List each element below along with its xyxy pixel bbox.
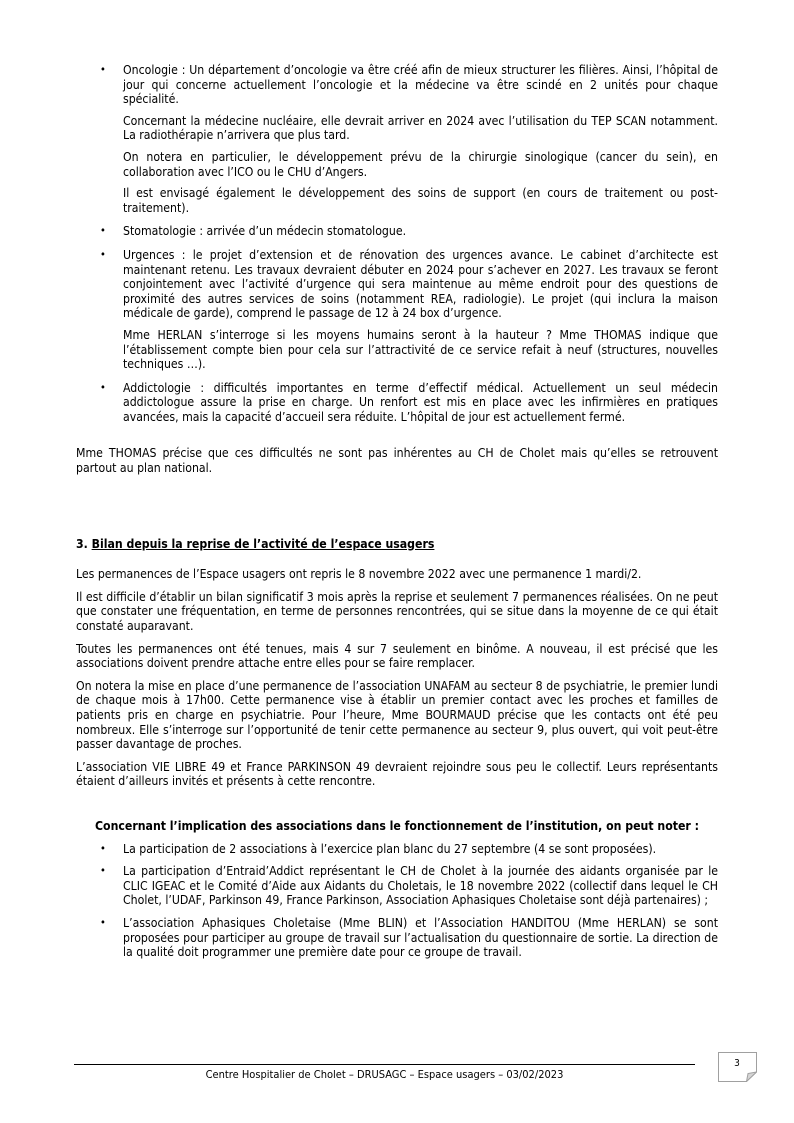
department-list <box>76 63 718 424</box>
bullet-icon: • <box>100 224 106 238</box>
paragraph: Il est difficile d’établir un bilan significatif 3 mois après la reprise et seulement 7 permanences réalisées. On ne peut que constater une fréquentation, en terme de personnes rencontrées, qui se situe dans la moyenne de ce qui était constaté auparavant. <box>76 589 718 634</box>
bullet-icon: • <box>100 864 106 878</box>
list-item <box>76 864 718 908</box>
paragraph: On notera la mise en place d’une permanence de l’association UNAFAM au secteur 8 de psychiatrie, le premier lundi de chaque mois à 17h00. Cette permanence vise à établir un premier contact avec les proches et familles de patients pris en charge en psychiatrie. Pour l’heure, Mme BOURMAUD précise que les contacts ont été peu nombreux. Elle s’interroge sur l’opportunité de tenir cette permanence au secteur 9, plus ouvert, qui voit peut-être passer davantage de proches. <box>76 678 718 752</box>
list-item-oncologie <box>76 63 718 215</box>
bullet-icon: • <box>100 63 106 76</box>
footer-divider <box>74 1064 695 1065</box>
paragraph: Les permanences de l’Espace usagers ont repris le 8 novembre 2022 avec une permanence 1 mardi/2. <box>76 567 642 582</box>
paragraph: Oncologie : Un département d’oncologie va être créé afin de mieux structurer les filières. Ainsi, l’hôpital de jour qui concerne actuellement l’oncologie et la médecine va être scindé en 2 unités pour chaque spécialité. <box>123 63 718 107</box>
page-number-box <box>718 1052 756 1081</box>
involvement-list <box>76 842 718 960</box>
list-item <box>76 916 718 960</box>
paragraph: Toutes les permanences ont été tenues, mais 4 sur 7 seulement en binôme. A nouveau, il est précisé que les associations doivent prendre attache entre elles pour se faire remplacer. <box>76 641 718 671</box>
section-3 <box>76 537 718 960</box>
list-item-addictologie <box>76 381 718 425</box>
list-item-stomatologie <box>76 224 718 239</box>
paragraph: Urgences : le projet d’extension et de rénovation des urgences avance. Le cabinet d’architecte est maintenant retenu. Les travaux devraient débuter en 2024 pour s’achever en 2027. Les travaux se feront conjointement avec l’activité d’urgence qui sera maintenue au même endroit pour des questions de proximité des autres services de soins (notamment REA, radiologie). Le projet (qui inclura la maison médicale de garde), comprend le passage de 12 à 24 box d’urgence. <box>123 247 718 321</box>
page-number: 3 <box>734 1058 740 1069</box>
paragraph: L’association VIE LIBRE 49 et France PARKINSON 49 devraient rejoindre sous peu le collectif. Leurs représentants étaient d’ailleurs invités et présents à cette rencontre. <box>76 759 718 789</box>
page-content <box>76 63 718 967</box>
list-item-urgences <box>76 248 718 372</box>
footer-text: Centre Hospitalier de Cholet – DRUSAGC – Espace usagers – 03/02/2023 <box>205 1068 564 1081</box>
bullet-icon: • <box>100 247 106 261</box>
bullet-icon: • <box>100 380 106 394</box>
paragraph: Stomatologie : arrivée d’un médecin stomatologue. <box>123 224 407 239</box>
subheading: Concernant l’implication des associations dans le fonctionnement de l’institution, on peut noter : <box>95 818 700 833</box>
section-title: Bilan depuis la reprise de l’activité de l’espace usagers <box>91 536 435 551</box>
thomas-note: Mme THOMAS précise que ces difficultés ne sont pas inhérentes au CH de Cholet mais qu’elles se retrouvent partout au plan national. <box>76 446 718 476</box>
paragraph: Il est envisagé également le développement des soins de support (en cours de traitement ou post-traitement). <box>123 186 718 215</box>
paragraph: Addictologie : difficultés importantes en terme d’effectif médical. Actuellement un seul médecin addictologue assure la prise en charge. Un renfort est mis en place avec les infirmières en pratiques avancées, mais la capacité d’accueil sera réduite. L’hôpital de jour est actuellement fermé. <box>123 380 718 424</box>
bullet-icon: • <box>100 841 106 855</box>
section-heading <box>76 537 718 552</box>
bullet-icon: • <box>100 915 106 929</box>
paragraph: L’association Aphasiques Choletaise (Mme BLIN) et l’Association HANDITOU (Mme HERLAN) se sont proposées pour participer au groupe de travail sur l’actualisation du questionnaire de sortie. La direction de la qualité doit programmer une première date pour ce groupe de travail. <box>123 915 718 960</box>
paragraph: La participation d’Entraid’Addict représentant le CH de Cholet à la journée des aidants organisée par le CLIC IGEAC et le Comité d’Aide aux Aidants du Choletais, le 18 novembre 2022 (collectif dans lequel le CH Cholet, l’UDAF, Parkinson 49, France Parkinson, Association Aphasiques Choletaise sont déjà partenaires) ; <box>123 864 718 908</box>
list-item <box>76 842 718 857</box>
paragraph: On notera en particulier, le développement prévu de la chirurgie sinologique (cancer du sein), en collaboration avec l’ICO ou le CHU d’Angers. <box>123 149 718 179</box>
paragraph: Concernant la médecine nucléaire, elle devrait arriver en 2024 avec l’utilisation du TEP SCAN notamment. La radiothérapie n’arrivera que plus tard. <box>123 113 718 143</box>
paragraph: La participation de 2 associations à l’exercice plan blanc du 27 septembre (4 se sont proposées). <box>123 841 657 856</box>
section-number: 3. <box>76 536 92 551</box>
paragraph: Mme HERLAN s’interroge si les moyens humains seront à la hauteur ? Mme THOMAS indique que l’établissement compte bien pour cela sur l’attractivité de ce service refait à neuf (structures, nouvelles techniques …). <box>123 327 718 372</box>
